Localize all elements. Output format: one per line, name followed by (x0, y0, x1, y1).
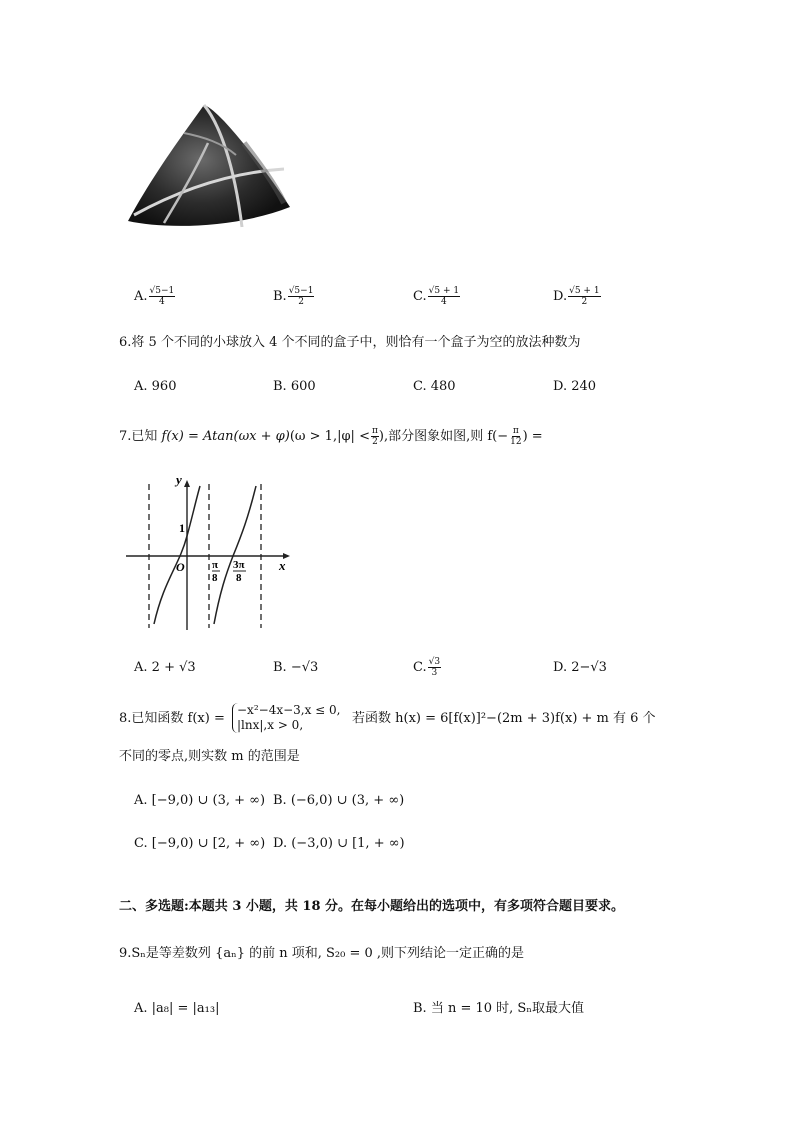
x-axis-label: x (279, 558, 286, 573)
q7-stem: 7.已知 f(x) = Atan(ωx + φ)(ω > 1,|φ| < $\frac{\pi}{2}$ ),部分图象如图,则 f(− $\frac{\pi}{12}$ ) = (119, 426, 543, 447)
tangent-graph (124, 470, 294, 632)
q7-option-d: D. 2−√3 (553, 660, 607, 675)
tick-pi-8-den: 8 (212, 572, 218, 584)
q6-option-d: D. 240 (553, 379, 597, 394)
q7-option-a: A. 2 + √3 (134, 660, 196, 675)
q5-option-c: C. $\frac{√5 + 1}{4}$ (413, 286, 460, 307)
q8-option-a: A. [−9,0) ∪ (3, + ∞) (134, 793, 266, 808)
tick-3pi-8-den: 8 (236, 572, 242, 584)
origin-label: O (176, 560, 185, 574)
q8-stem-line1b: 若函数 h(x) = 6[f(x)]²−(2m + 3)f(x) + m 有 6 个 (352, 711, 656, 726)
q8-stem-line1: 8.已知函数 f(x) = (119, 711, 225, 726)
q8-option-b: B. (−6,0) ∪ (3, + ∞) (273, 793, 405, 808)
q8-stem-line2: 不同的零点,则实数 m 的范围是 (119, 749, 300, 764)
q5-option-a: A. $\frac{√5-1}{4}$ (134, 286, 175, 307)
q8-piece-2: |lnx|,x > 0, (237, 718, 304, 732)
zongzi-photo (124, 103, 294, 231)
q9-stem: 9.Sₙ是等差数列 {aₙ} 的前 n 项和, S₂₀ = 0 ,则下列结论一定正确的是 (119, 946, 525, 961)
q7-option-c: C. $\frac{√3}{3}$ (413, 657, 441, 678)
q8-option-c: C. [−9,0) ∪ [2, + ∞) (134, 836, 266, 851)
q8-piece-1: −x²−4x−3,x ≤ 0, (237, 703, 341, 717)
q9-option-a: A. |a₈| = |a₁₃| (134, 1001, 220, 1016)
tick-pi-8-num: π (212, 559, 219, 571)
q5-option-b: B. $\frac{√5-1}{2}$ (273, 286, 314, 307)
y-axis-label: y (176, 472, 182, 487)
one-label: 1 (179, 521, 185, 535)
q6-option-a: A. 960 (134, 379, 177, 394)
q8-option-d: D. (−3,0) ∪ [1, + ∞) (273, 836, 405, 851)
tick-3pi-8-num: 3π (233, 559, 245, 571)
section-heading: 二、多选题:本题共 3 小题，共 18 分。在每小题给出的选项中，有多项符合题目要求。 (119, 899, 625, 914)
q6-option-c: C. 480 (413, 379, 456, 394)
q9-option-b: B. 当 n = 10 时, Sₙ取最大值 (413, 1001, 584, 1016)
q6-stem: 6.将 5 个不同的小球放入 4 个不同的盒子中，则恰有一个盒子为空的放法种数为 (119, 335, 581, 350)
q6-option-b: B. 600 (273, 379, 316, 394)
q5-option-d: D. $\frac{√5 + 1}{2}$ (553, 286, 600, 307)
q7-option-b: B. −√3 (273, 660, 319, 675)
q8-piecewise (232, 703, 341, 733)
